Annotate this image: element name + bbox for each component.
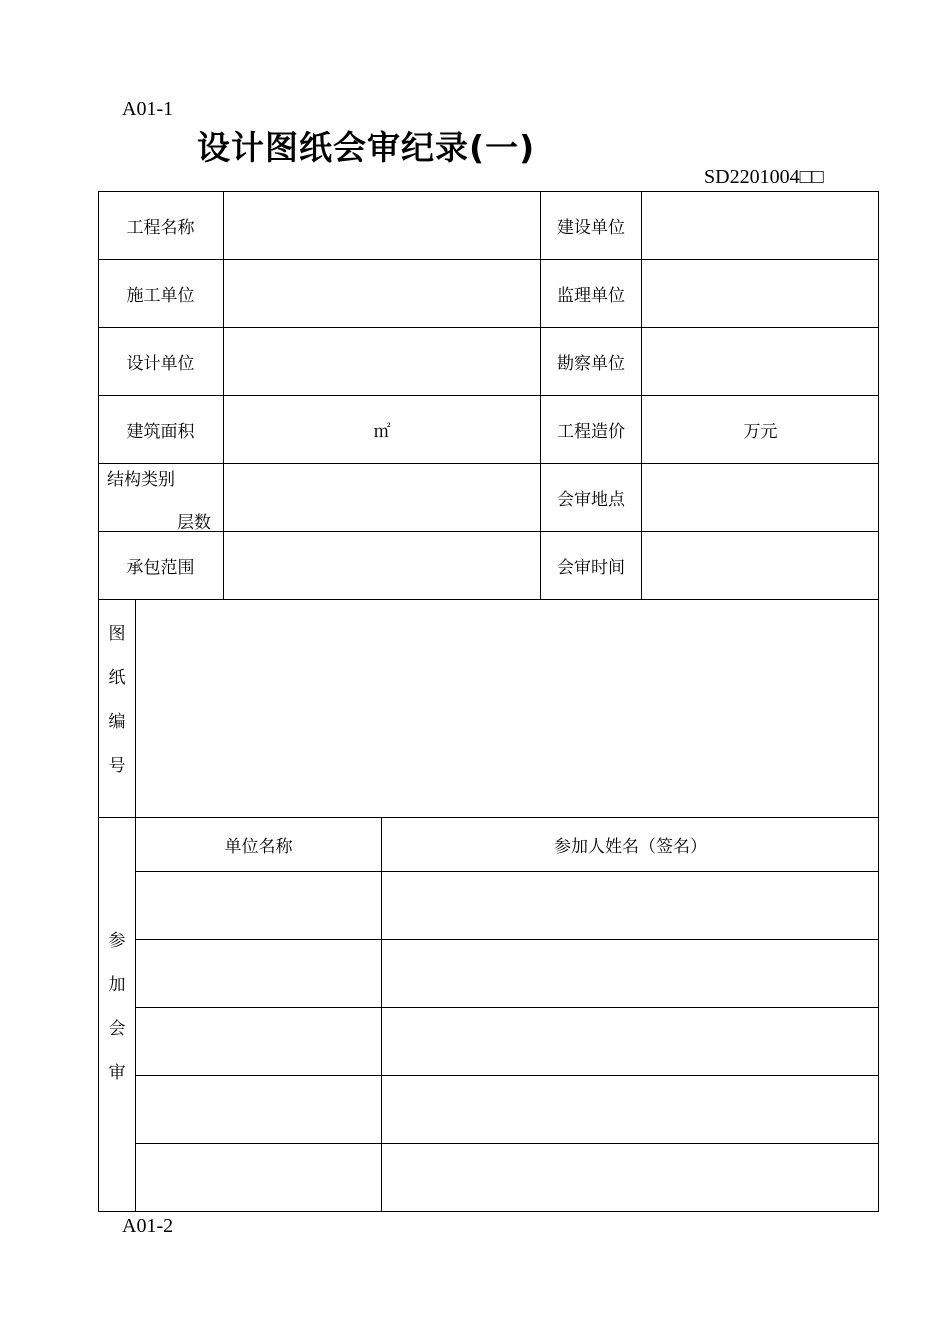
header-unit-name: 单位名称 (224, 836, 293, 857)
header-participant-signature: 参加人姓名（签名） (554, 836, 707, 857)
label-drawing-numbers: 图 纸 编 号 (108, 624, 126, 776)
label-review-time: 会审时间 (557, 557, 625, 578)
field-builder-unit[interactable] (224, 259, 540, 327)
form-code-top: A01-1 (122, 98, 174, 120)
participant-unit-field[interactable] (136, 1144, 381, 1211)
field-project-name[interactable] (224, 191, 540, 259)
field-design-unit[interactable] (224, 327, 540, 395)
field-building-area[interactable] (224, 395, 540, 463)
participant-signature-field[interactable] (382, 1144, 879, 1211)
label-participants: 参 加 会 审 (108, 931, 126, 1083)
participant-signature-field[interactable] (382, 940, 879, 1007)
field-structure-floors[interactable] (224, 463, 540, 531)
label-project-cost: 工程造价 (557, 421, 625, 442)
field-survey-unit[interactable] (642, 327, 879, 395)
label-supervision-unit: 监理单位 (557, 285, 625, 306)
document-number: SD2201004□□ (704, 166, 824, 188)
participant-unit-field[interactable] (136, 872, 381, 939)
field-supervision-unit[interactable] (642, 259, 879, 327)
field-review-location[interactable] (642, 463, 879, 531)
field-project-cost[interactable] (642, 395, 879, 463)
label-contract-scope: 承包范围 (126, 557, 195, 578)
label-construction-unit: 建设单位 (557, 217, 625, 238)
participant-unit-field[interactable] (136, 1076, 381, 1143)
participant-unit-field[interactable] (136, 940, 381, 1007)
field-construction-unit[interactable] (642, 191, 879, 259)
label-building-area: 建筑面积 (126, 421, 195, 442)
form-code-bottom: A01-2 (122, 1215, 174, 1237)
participant-signature-field[interactable] (382, 1076, 879, 1143)
page-title: 设计图纸会审纪录(一) (197, 128, 536, 167)
label-project-name: 工程名称 (126, 217, 195, 238)
cost-unit: 万元 (743, 421, 778, 442)
label-design-unit: 设计单位 (126, 353, 195, 374)
participant-unit-field[interactable] (136, 1008, 381, 1075)
label-floors: 层数 (177, 513, 211, 533)
field-drawing-numbers[interactable] (136, 600, 879, 817)
area-unit: ㎡ (373, 421, 391, 442)
participant-signature-field[interactable] (382, 872, 879, 939)
label-builder-unit: 施工单位 (126, 285, 195, 306)
label-review-location: 会审地点 (557, 489, 625, 510)
participant-signature-field[interactable] (382, 1008, 879, 1075)
field-contract-scope[interactable] (224, 531, 540, 599)
label-survey-unit: 勘察单位 (557, 353, 625, 374)
field-review-time[interactable] (642, 531, 879, 599)
label-structure-type: 结构类别 (107, 470, 175, 490)
